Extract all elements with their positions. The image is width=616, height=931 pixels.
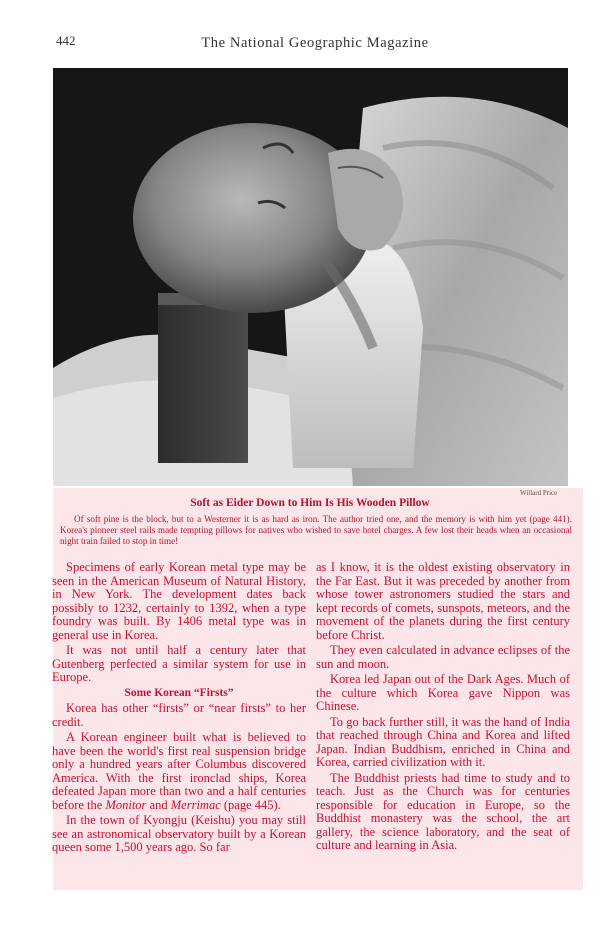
paragraph: Specimens of early Korean metal type may be seen in the American Museum of Natural History, in New York. The development dates back possibly to 1232, certainly to 1392, when a type foundry was built. By 1406 metal type was in general use in Korea.	[52, 560, 306, 642]
paragraph: They even calculated in advance eclipses of the sun and moon.	[316, 643, 570, 671]
paragraph: Korea led Japan out of the Dark Ages. Much of the culture which Korea gave Nippon was Chinese.	[316, 672, 570, 713]
page-number: 442	[56, 33, 76, 48]
text-run: and	[146, 797, 171, 812]
left-column	[52, 561, 306, 857]
photo-credit: Willard Price	[520, 489, 558, 497]
right-column	[316, 561, 570, 855]
caption-title: Soft as Eider Down to Him Is His Wooden Pillow	[190, 497, 430, 509]
paragraph	[52, 731, 306, 812]
paragraph: To go back further still, it was the hand of India that reached through China and Korea and lifted Japan. Indian Buddhism, enriched in China and Korea, carried civilization with it.	[316, 714, 570, 769]
paragraph: The Buddhist priests had time to study and to teach. Just as the Church was for centuries responsible for education in Europe, so the Buddhist monastery was the school, the art gallery, the science laboratory, and the seat of culture and learning in Asia.	[316, 770, 570, 852]
paragraph: Korea has other “firsts” or “near firsts” to her credit.	[52, 701, 306, 729]
text-run: (page 445).	[220, 797, 281, 812]
ship-name-monitor: Monitor	[105, 797, 147, 812]
text-run: A Korean engineer built what is believed to have been the world's first real suspension bridge only a hundred years after Columbus discovered America. With the first ironclad ships, Korea defeated Japan more than two and a half centuries before the	[52, 730, 306, 812]
ship-name-merrimac: Merrimac	[170, 797, 221, 812]
paragraph: In the town of Kyongju (Keishu) you may still see an astronomical observatory built by a Korean queen some 1,500 years ago. So far	[52, 813, 306, 854]
running-title: The National Geographic Magazine	[201, 35, 429, 51]
paragraph: as I know, it is the oldest existing observatory in the Far East. But it was preceded by another from whose tower astronomers studied the stars and kept records of comets, sunspots, meteors, and the movement of the planets during the first century before Christ.	[316, 560, 570, 642]
photograph	[53, 68, 568, 486]
paragraph: It was not until half a century later that Gutenberg perfected a similar system for use in Europe.	[52, 643, 306, 684]
section-heading: Some Korean “Firsts”	[124, 686, 234, 699]
caption-body: Of soft pine is the block, but to a Westerner it is as hard as iron. The author tried one, and the memory is with him yet (page 441). Korea's pioneer steel rails made tempting pillows for natives who wished to save hotel charges. A few lost their heads when an occasional night train failed to stop in time!	[60, 514, 572, 546]
